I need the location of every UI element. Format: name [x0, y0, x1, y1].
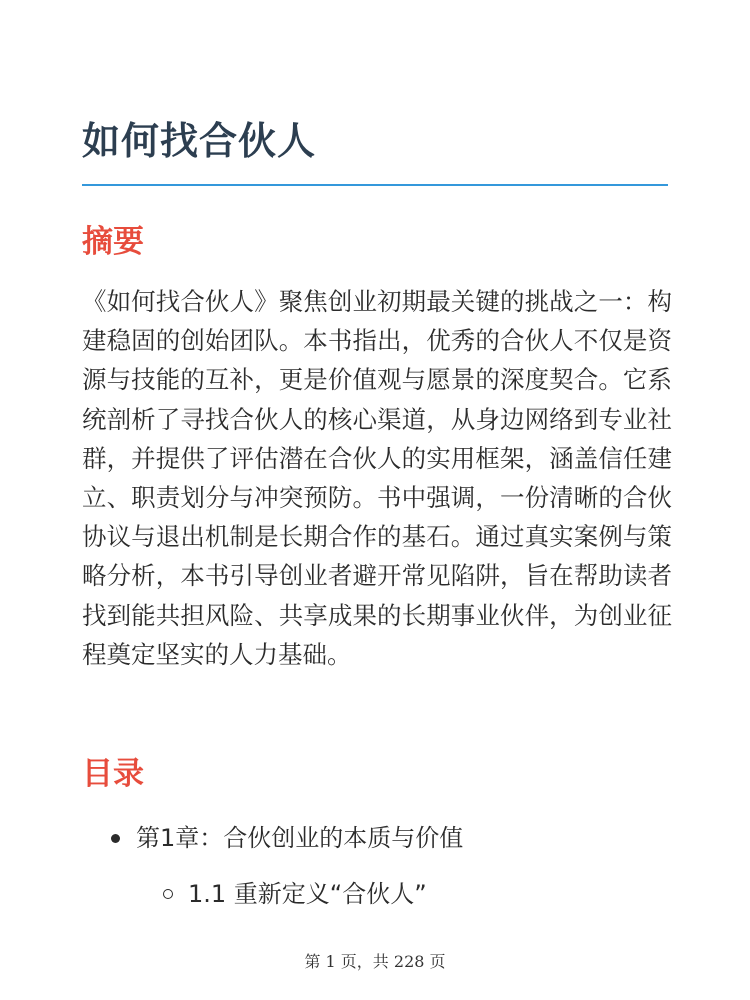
title-divider [82, 184, 668, 186]
toc-heading: 目录 [82, 756, 144, 792]
toc-item-chapter-1[interactable] [0, 810, 750, 866]
page-title: 如何找合伙人 [82, 119, 317, 163]
toc-item-section-1-1[interactable] [0, 866, 750, 922]
toc-item-label: 1.1 重新定义“合伙人” [188, 880, 427, 908]
table-of-contents [0, 810, 750, 922]
bullet-circle-icon [163, 889, 173, 899]
bullet-disc-icon [111, 834, 120, 843]
toc-item-label: 第1章：合伙创业的本质与价值 [136, 824, 464, 852]
page-number-footer: 第 1 页，共 228 页 [304, 952, 446, 971]
abstract-body: 《如何找合伙人》聚焦创业初期最关键的挑战之一：构建稳固的创始团队。本书指出，优秀的合伙人不仅是资源与技能的互补，更是价值观与愿景的深度契合。它系统剖析了寻找合伙人的核心渠道，从身边网络到专业社群，并提供了评估潜在合伙人的实用框架，涵盖信任建立、职责划分与冲突预防。书中强调，一份清晰的合伙协议与退出机制是长期合作的基石。通过真实案例与策略分析，本书引导创业者避开常见陷阱，旨在帮助读者找到能共担风险、共享成果的长期事业伙伴，为创业征程奠定坚实的人力基础。 [82, 287, 672, 669]
abstract-heading: 摘要 [82, 224, 144, 260]
